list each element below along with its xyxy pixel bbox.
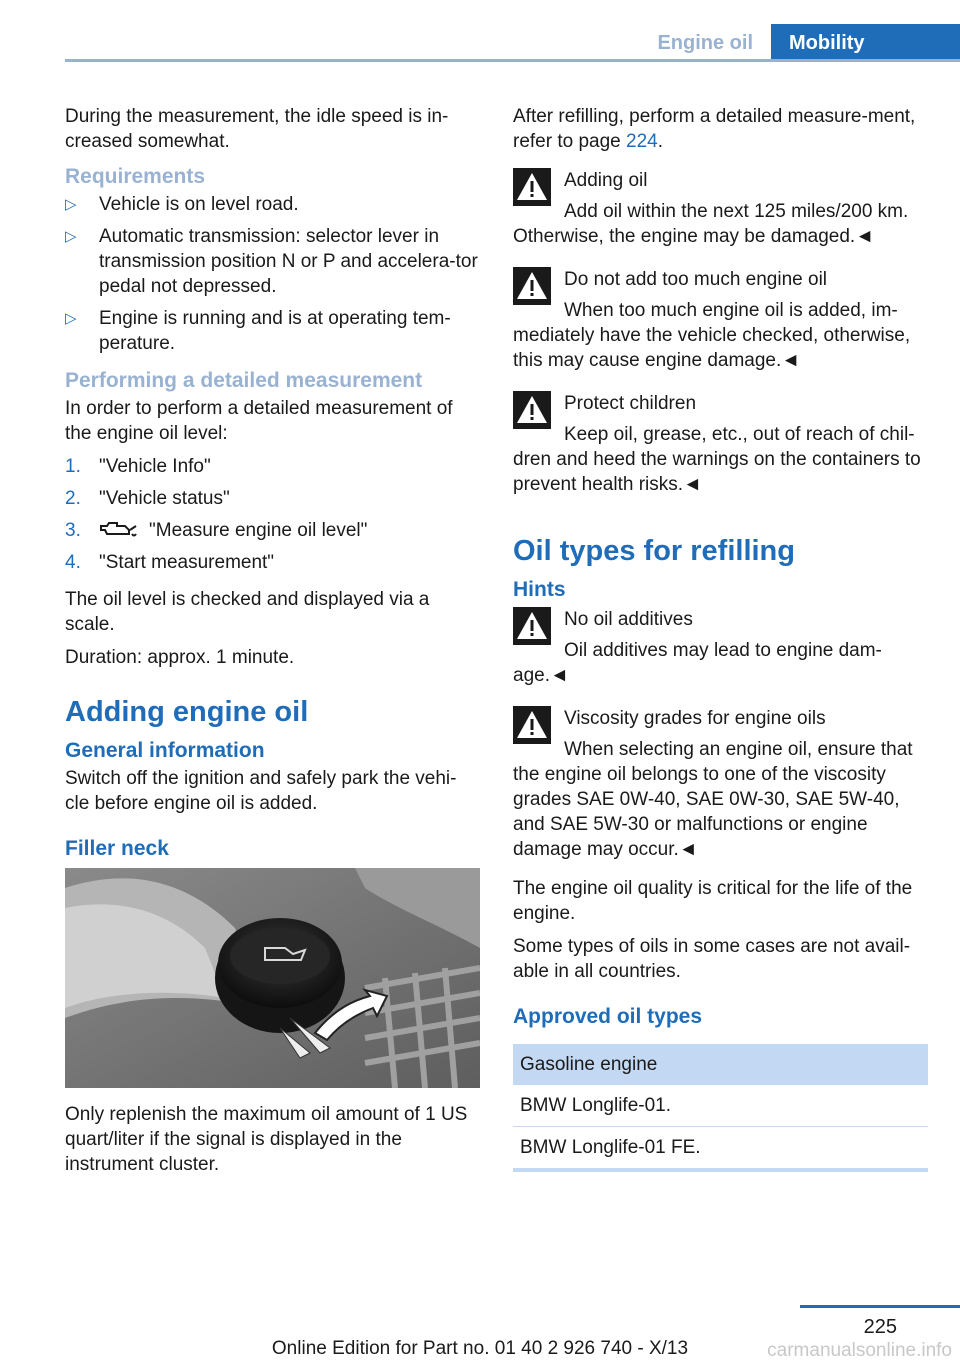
triangle-bullet-icon: ▷ <box>65 196 77 213</box>
filler-neck-heading: Filler neck <box>65 837 169 860</box>
warning-block <box>513 267 928 373</box>
page-link[interactable]: 224 <box>626 131 658 152</box>
warning-body: Add oil within the next 125 miles/200 km. Otherwise, the engine may be damaged.◄ <box>513 201 909 247</box>
header-tabs <box>639 24 960 62</box>
requirements-list <box>65 192 480 356</box>
list-item: 4. "Start measurement" <box>65 552 275 573</box>
section-tab[interactable]: Mobility <box>771 24 960 62</box>
detailed-intro: In order to perform a detailed measurement of the engine oil level: <box>65 398 453 444</box>
warning-body: When too much engine oil is added, im‐mediately have the vehicle checked, otherwise, this may cause engine damage.◄ <box>513 300 911 371</box>
page-number: 225 <box>863 1316 897 1338</box>
filler-neck-photo <box>65 868 480 1088</box>
quality-text: The engine oil quality is critical for the life of the engine. <box>513 878 913 924</box>
left-column <box>65 104 480 1185</box>
table-row: BMW Longlife-01 FE. <box>513 1127 928 1171</box>
watermark: carmanualsonline.info <box>767 1340 952 1361</box>
warning-title: Adding oil <box>564 170 648 191</box>
warning-title: Do not add too much engine oil <box>564 269 828 290</box>
warning-body: Oil additives may lead to engine dam‐age.◄ <box>513 640 882 686</box>
triangle-bullet-icon: ▷ <box>65 228 77 245</box>
approved-oil-table <box>513 1044 928 1172</box>
triangle-bullet-icon: ▷ <box>65 310 77 327</box>
replenish-text: Only replenish the maximum oil amount of 1 US quart/liter if the signal is displayed in the instrument cluster. <box>65 1104 468 1175</box>
list-item: 2. "Vehicle status" <box>65 488 230 509</box>
car-oil-icon <box>99 520 139 538</box>
edition-text: Online Edition for Part no. 01 40 2 926 740 - X/13 <box>271 1338 689 1359</box>
warning-triangle-icon <box>513 267 551 305</box>
duration-text: Duration: approx. 1 minute. <box>65 647 295 668</box>
steps-list <box>65 454 480 575</box>
list-item: ▷ Automatic transmission: selector lever in transmission position N or P and accelera‐tor pedal not depressed. <box>65 226 478 297</box>
chapter-tab[interactable]: Engine oil <box>639 24 771 62</box>
table-header-cell: Gasoline engine <box>513 1044 928 1085</box>
list-item: ▷ Engine is running and is at operating tem‐perature. <box>65 308 451 354</box>
warning-triangle-icon <box>513 391 551 429</box>
warning-body: Keep oil, grease, etc., out of reach of chil‐dren and heed the warnings on the containers to prevent health risks.◄ <box>513 424 921 495</box>
detailed-measurement-heading: Performing a detailed measurement <box>65 369 423 392</box>
header-divider <box>65 59 960 62</box>
measurement-intro: During the measurement, the idle speed is in‐creased somewhat. <box>65 106 449 152</box>
right-column <box>513 104 928 1172</box>
list-item: ▷ Vehicle is on level road. <box>65 194 299 215</box>
warning-triangle-icon <box>513 607 551 645</box>
list-item: 3. "Measure engine oil level" <box>65 520 368 541</box>
requirements-heading: Requirements <box>65 165 206 188</box>
warning-triangle-icon <box>513 706 551 744</box>
hints-heading: Hints <box>513 578 566 601</box>
warning-body: When selecting an engine oil, ensure that the engine oil belongs to one of the viscosity grades SAE 0W-40, SAE 0W-30, SAE 5W-40, and SAE 5W-30 or malfunctions or engine damage may occur.◄ <box>513 739 913 860</box>
warning-title: No oil additives <box>564 609 693 630</box>
oil-types-heading: Oil types for refilling <box>513 535 795 567</box>
warning-block <box>513 607 928 688</box>
general-information-heading: General information <box>65 739 265 762</box>
footer-divider <box>800 1305 960 1308</box>
warning-block <box>513 168 928 249</box>
general-information-text: Switch off the ignition and safely park the vehi‐cle before engine oil is added. <box>65 768 457 814</box>
availability-text: Some types of oils in some cases are not avail‐able in all countries. <box>513 936 911 982</box>
adding-oil-heading: Adding engine oil <box>65 696 309 728</box>
approved-oil-types-heading: Approved oil types <box>513 1005 703 1028</box>
table-row: BMW Longlife-01. <box>513 1085 928 1127</box>
warning-title: Protect children <box>564 393 697 414</box>
warning-block <box>513 706 928 862</box>
after-refilling-text: After refilling, perform a detailed measure‐ment, refer to page 224. <box>513 106 916 152</box>
list-item: 1. "Vehicle Info" <box>65 456 211 477</box>
warning-title: Viscosity grades for engine oils <box>564 708 826 729</box>
warning-block <box>513 391 928 497</box>
warning-triangle-icon <box>513 168 551 206</box>
checked-text: The oil level is checked and displayed via a scale. <box>65 589 430 635</box>
